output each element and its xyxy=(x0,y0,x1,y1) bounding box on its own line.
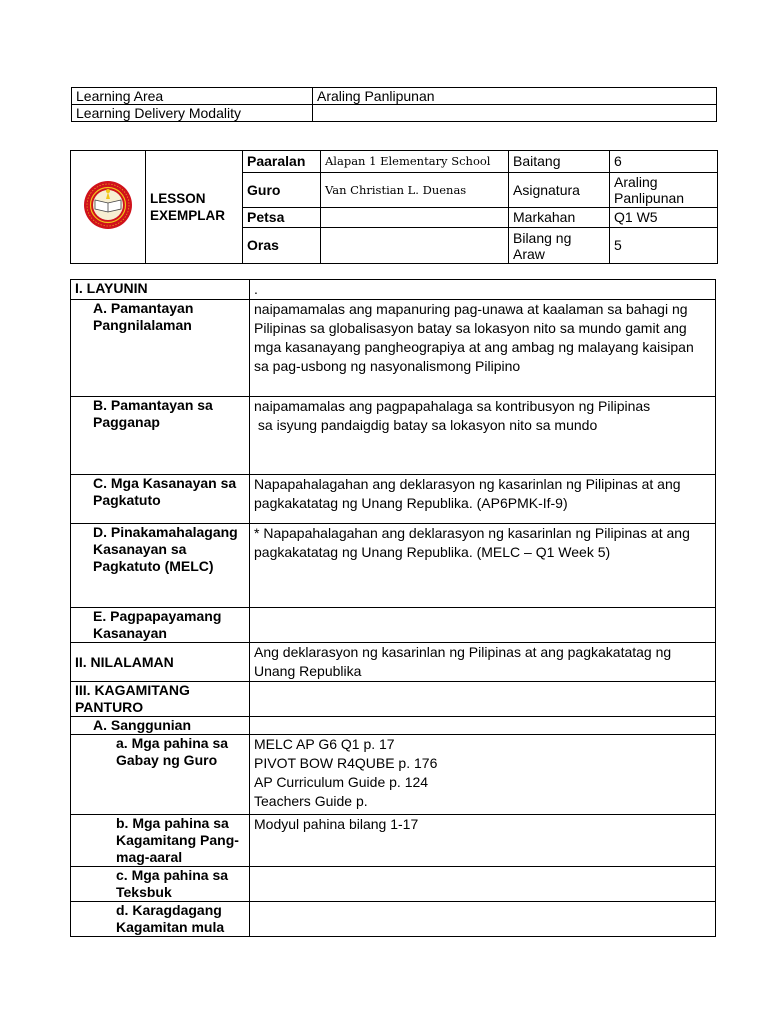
markahan-label: Markahan xyxy=(509,208,610,228)
oras-value xyxy=(321,228,509,264)
paaralan-value: Alapan 1 Elementary School xyxy=(321,151,509,173)
pamantayan-pangnilalaman-label: A. Pamantayan Pangnilalaman xyxy=(71,300,250,397)
melc-label: D. Pinakamahalagang Kasanayan sa Pagkatuto (MELC) xyxy=(71,524,250,608)
bilang-value: 5 xyxy=(610,228,718,264)
lesson-header-table xyxy=(70,150,718,264)
gabay-ref-line: Teachers Guide p. xyxy=(254,793,368,809)
pamantayan-pangnilalaman-value: naipamamalas ang mapanuring pag-unawa at kaalaman sa bahagi ng Pilipinas sa globalisasyon batay sa lokasyon nito sa mundo gamit ang mga kasanayang pangheograpiya at ang ambag ng malayang kaisipan sa pag-usbong ng nasyonalismong Pilipino xyxy=(250,300,716,397)
learning-area-label: Learning Area xyxy=(72,88,313,105)
gabay-ng-guro-label: a. Mga pahina sa Gabay ng Guro xyxy=(71,735,250,815)
nilalaman-label: II. NILALAMAN xyxy=(71,643,250,682)
paaralan-label: Paaralan xyxy=(243,151,321,173)
teksbuk-value xyxy=(250,867,716,902)
learning-area-value: Araling Panlipunan xyxy=(313,88,717,105)
guro-label: Guro xyxy=(243,173,321,208)
layunin-label: I. LAYUNIN xyxy=(71,280,250,300)
gabay-ref-line: AP Curriculum Guide p. 124 xyxy=(254,774,429,790)
bilang-label: Bilang ng Araw xyxy=(509,228,610,264)
kagamitang-mag-aaral-label: b. Mga pahina sa Kagamitang Pang-mag-aaral xyxy=(71,815,250,867)
gabay-ng-guro-value xyxy=(250,735,716,815)
gabay-ref-line: MELC AP G6 Q1 p. 17 xyxy=(254,736,395,752)
pagpapayamang-kasanayan-value xyxy=(250,608,716,643)
kagamitang-panturo-value xyxy=(250,682,716,717)
asignatura-label: Asignatura xyxy=(509,173,610,208)
baitang-label: Baitang xyxy=(509,151,610,173)
markahan-value: Q1 W5 xyxy=(610,208,718,228)
kasanayan-pagkatuto-label: C. Mga Kasanayan sa Pagkatuto xyxy=(71,475,250,524)
pagganap-line-1: naipamamalas ang pagpapahalaga sa kontribusyon ng Pilipinas xyxy=(254,398,651,414)
oras-label: Oras xyxy=(243,228,321,264)
karagdagang-kagamitan-value xyxy=(250,902,716,937)
nilalaman-value: Ang deklarasyon ng kasarinlan ng Pilipinas at ang pagkakatatag ng Unang Republika xyxy=(250,643,716,682)
modality-label: Learning Delivery Modality xyxy=(72,105,313,122)
lesson-plan-table xyxy=(70,279,716,937)
kagamitang-mag-aaral-value: Modyul pahina bilang 1-17 xyxy=(250,815,716,867)
kagamitang-panturo-label: III. KAGAMITANG PANTURO xyxy=(71,682,250,717)
pagganap-line-2: sa isyung pandaigdig batay sa lokasyon nito sa mundo xyxy=(254,417,598,433)
sanggunian-value xyxy=(250,717,716,735)
pamantayan-pagganap-value xyxy=(250,397,716,475)
pagpapayamang-kasanayan-label: E. Pagpapayamang Kasanayan xyxy=(71,608,250,643)
petsa-label: Petsa xyxy=(243,208,321,228)
school-seal-logo xyxy=(83,180,133,230)
lesson-exemplar-title: LESSON EXEMPLAR xyxy=(146,151,243,264)
learning-area-table xyxy=(71,87,717,122)
guro-value: Van Christian L. Duenas xyxy=(321,173,509,208)
asignatura-value: Araling Panlipunan xyxy=(610,173,718,208)
baitang-value: 6 xyxy=(610,151,718,173)
sanggunian-label: A. Sanggunian xyxy=(71,717,250,735)
school-logo-cell xyxy=(71,151,146,264)
petsa-value xyxy=(321,208,509,228)
kasanayan-pagkatuto-value: Napapahalagahan ang deklarasyon ng kasarinlan ng Pilipinas at ang pagkakatatag ng Unang Republika. (AP6PMK-If-9) xyxy=(250,475,716,524)
layunin-value: . xyxy=(250,280,716,300)
gabay-ref-line: PIVOT BOW R4QUBE p. 176 xyxy=(254,755,438,771)
teksbuk-label: c. Mga pahina sa Teksbuk xyxy=(71,867,250,902)
melc-value: * Napapahalagahan ang deklarasyon ng kasarinlan ng Pilipinas at ang pagkakatatag ng Unang Republika. (MELC – Q1 Week 5) xyxy=(250,524,716,608)
pamantayan-pagganap-label: B. Pamantayan sa Pagganap xyxy=(71,397,250,475)
modality-value xyxy=(313,105,717,122)
karagdagang-kagamitan-label: d. Karagdagang Kagamitan mula xyxy=(71,902,250,937)
